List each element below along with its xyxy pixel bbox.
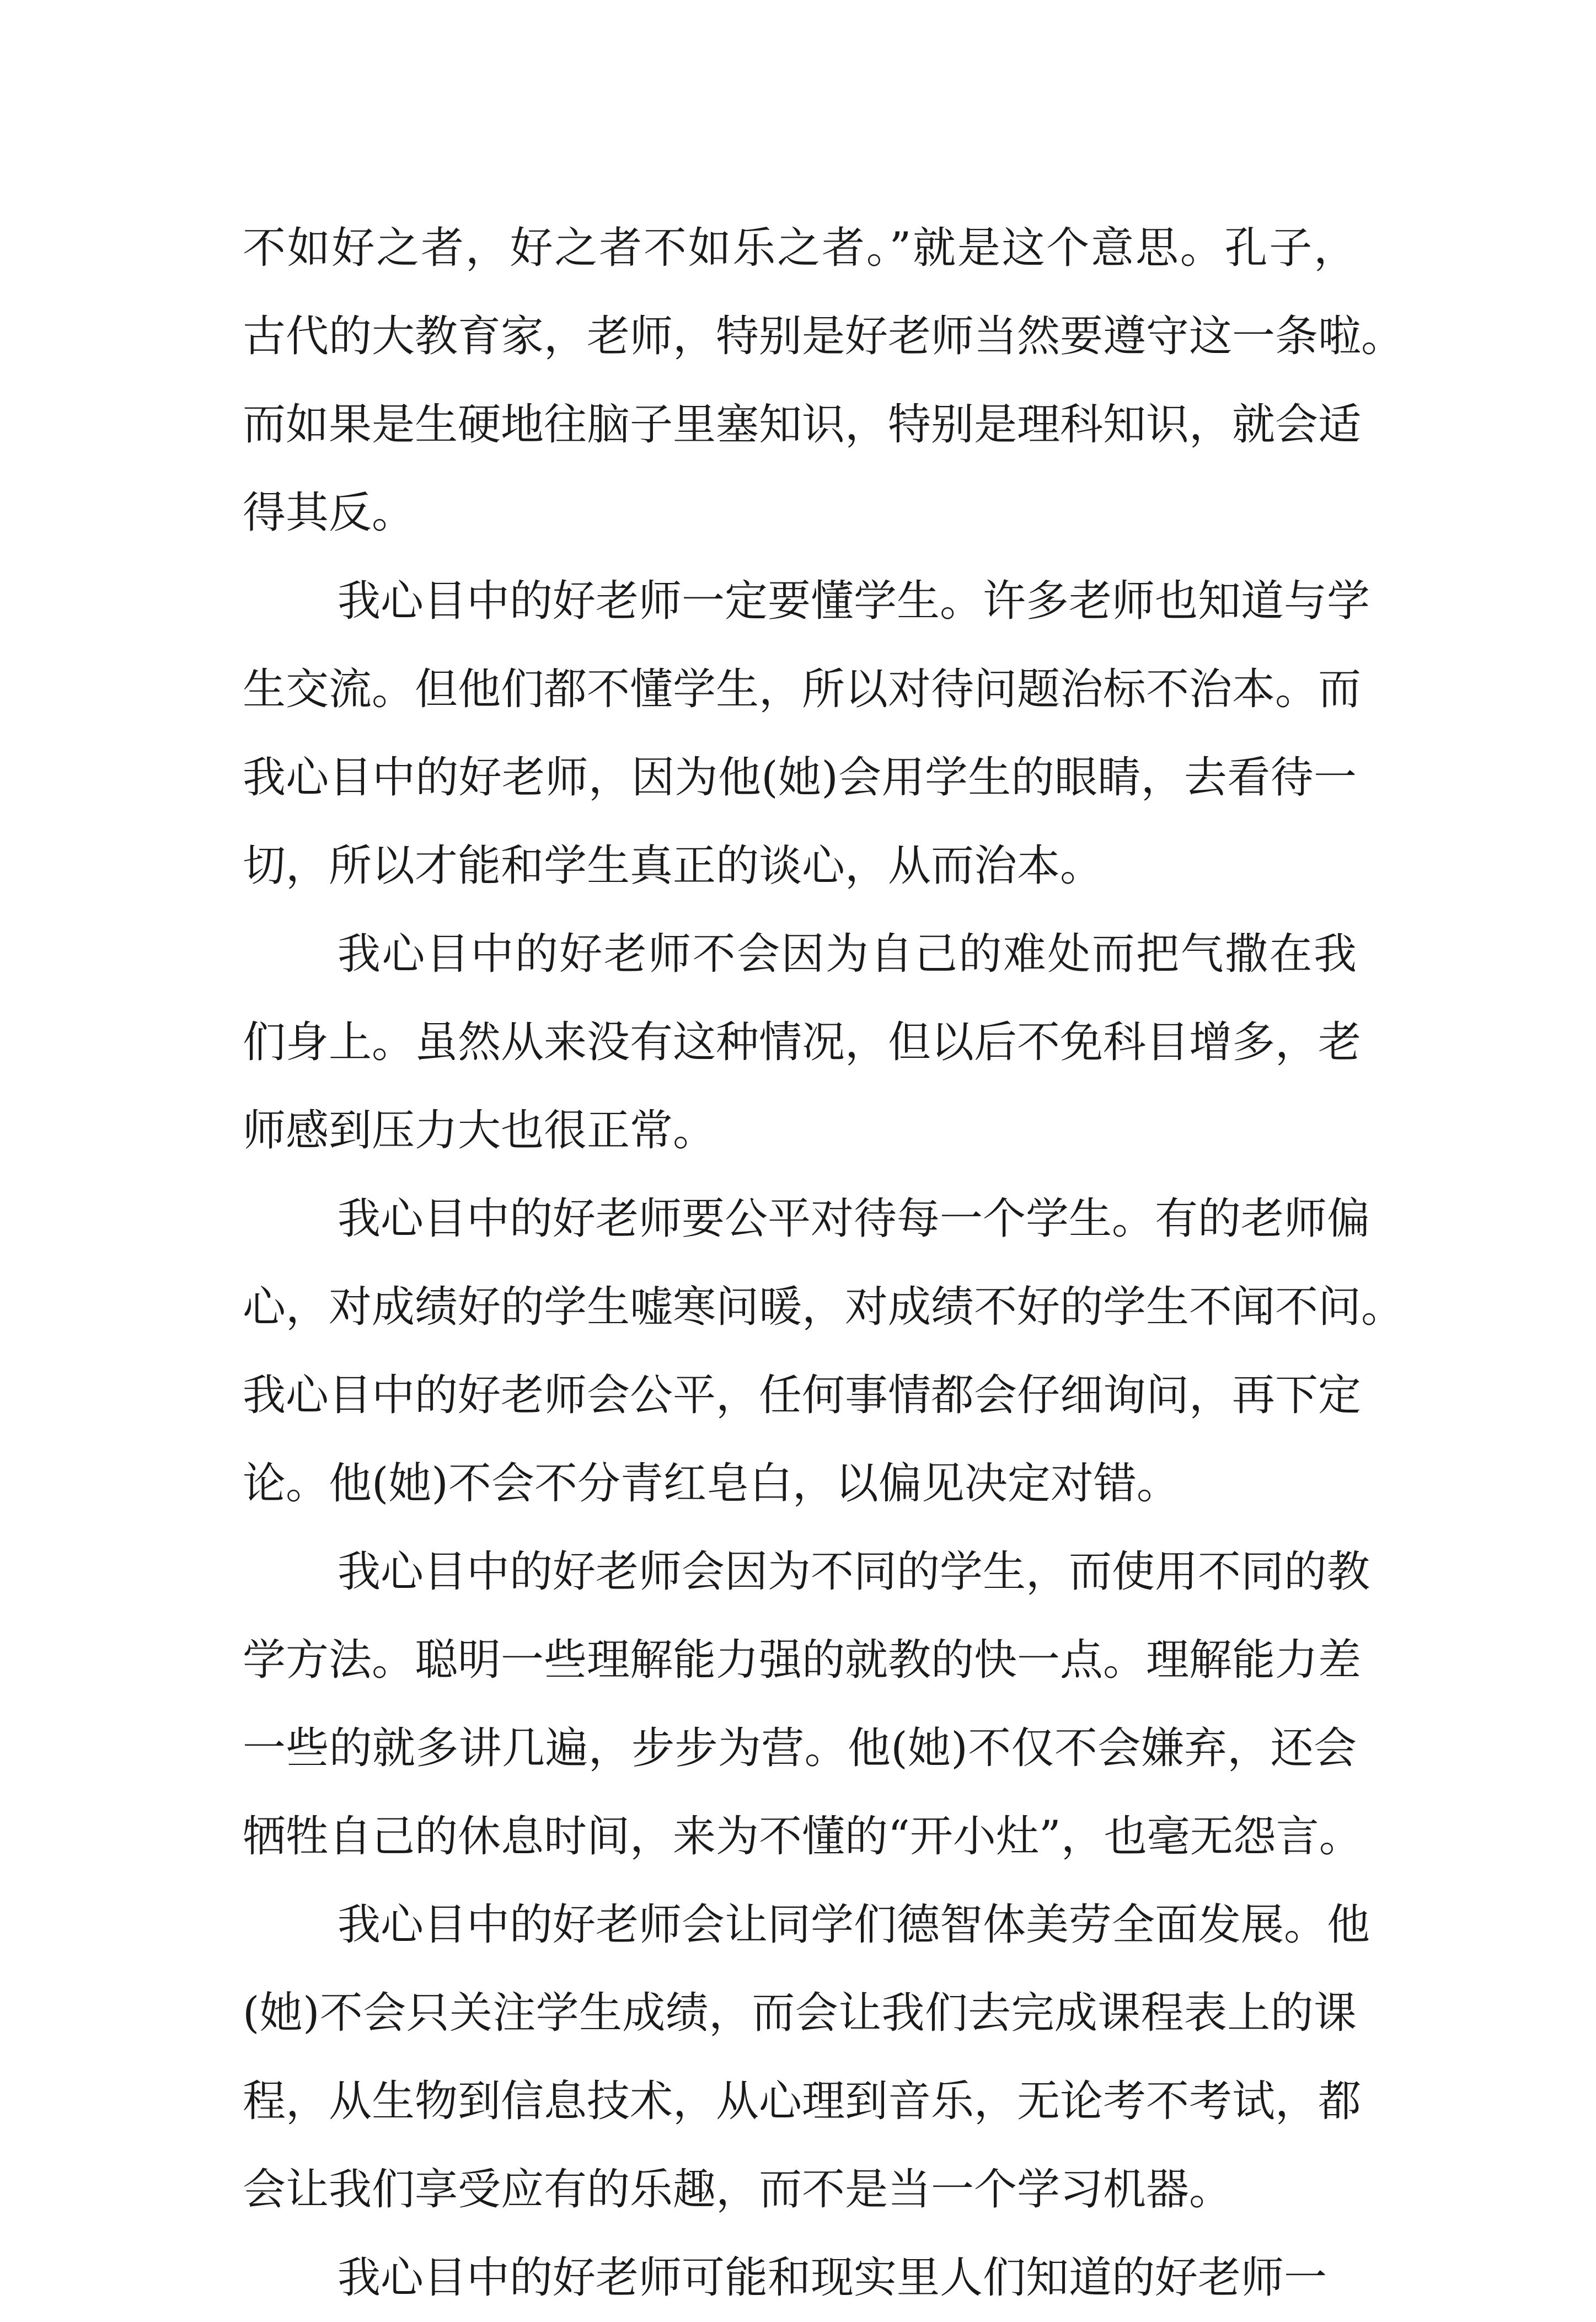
- text-line: (她)不会只关注学生成绩，而会让我们去完成课程表上的课: [243, 1988, 1357, 2038]
- text-line: 心，对成绩好的学生嘘寒问暖，对成绩不好的学生不闻不问。: [243, 1282, 1405, 1332]
- paragraph-first-line: 我心目中的好老师不会因为自己的难处而把气撒在我: [338, 929, 1357, 979]
- paragraph-first-line: 我心目中的好老师会让同学们德智体美劳全面发展。他: [338, 1900, 1370, 1950]
- text-line: 不如好之者，好之者不如乐之者。”就是这个意思。孔子，: [243, 223, 1357, 273]
- text-line: 牺牲自己的休息时间，来为不懂的“开小灶”，也毫无怨言。: [243, 1812, 1362, 1861]
- paragraph-first-line: 我心目中的好老师要公平对待每一个学生。有的老师偏: [338, 1194, 1370, 1244]
- text-line: 们身上。虽然从来没有这种情况，但以后不免科目增多，老: [243, 1018, 1362, 1067]
- document-body: [243, 204, 1405, 2322]
- text-line: 程，从生物到信息技术，从心理到音乐，无论考不考试，都: [243, 2077, 1362, 2126]
- text-line: 论。他(她)不会不分青红皂白，以偏见决定对错。: [243, 1459, 1180, 1508]
- text-line: 我心目中的好老师，因为他(她)会用学生的眼睛，去看待一: [243, 753, 1357, 802]
- text-line: 师感到压力大也很正常。: [243, 1106, 716, 1155]
- text-line: 生交流。但他们都不懂学生，所以对待问题治标不治本。而: [243, 665, 1362, 714]
- text-line: 会让我们享受应有的乐趣，而不是当一个学习机器。: [243, 2165, 1233, 2214]
- text-line: 我心目中的好老师会公平，任何事情都会仔细询问，再下定: [243, 1371, 1362, 1420]
- text-line: 学方法。聪明一些理解能力强的就教的快一点。理解能力差: [243, 1635, 1362, 1685]
- paragraph-first-line: 我心目中的好老师会因为不同的学生，而使用不同的教: [338, 1547, 1370, 1597]
- text-line: 古代的大教育家，老师，特别是好老师当然要遵守这一条啦。: [243, 312, 1405, 361]
- paragraph-first-line: 我心目中的好老师可能和现实里人们知道的好老师一: [338, 2253, 1327, 2303]
- text-line: 而如果是生硬地往脑子里塞知识，特别是理科知识，就会适: [243, 400, 1362, 450]
- paragraph-first-line: 我心目中的好老师一定要懂学生。许多老师也知道与学: [338, 576, 1370, 626]
- text-line: 得其反。: [243, 488, 415, 538]
- text-line: 切，所以才能和学生真正的谈心，从而治本。: [243, 841, 1104, 891]
- text-line: 一些的就多讲几遍，步步为营。他(她)不仅不会嫌弃，还会: [243, 1724, 1357, 1773]
